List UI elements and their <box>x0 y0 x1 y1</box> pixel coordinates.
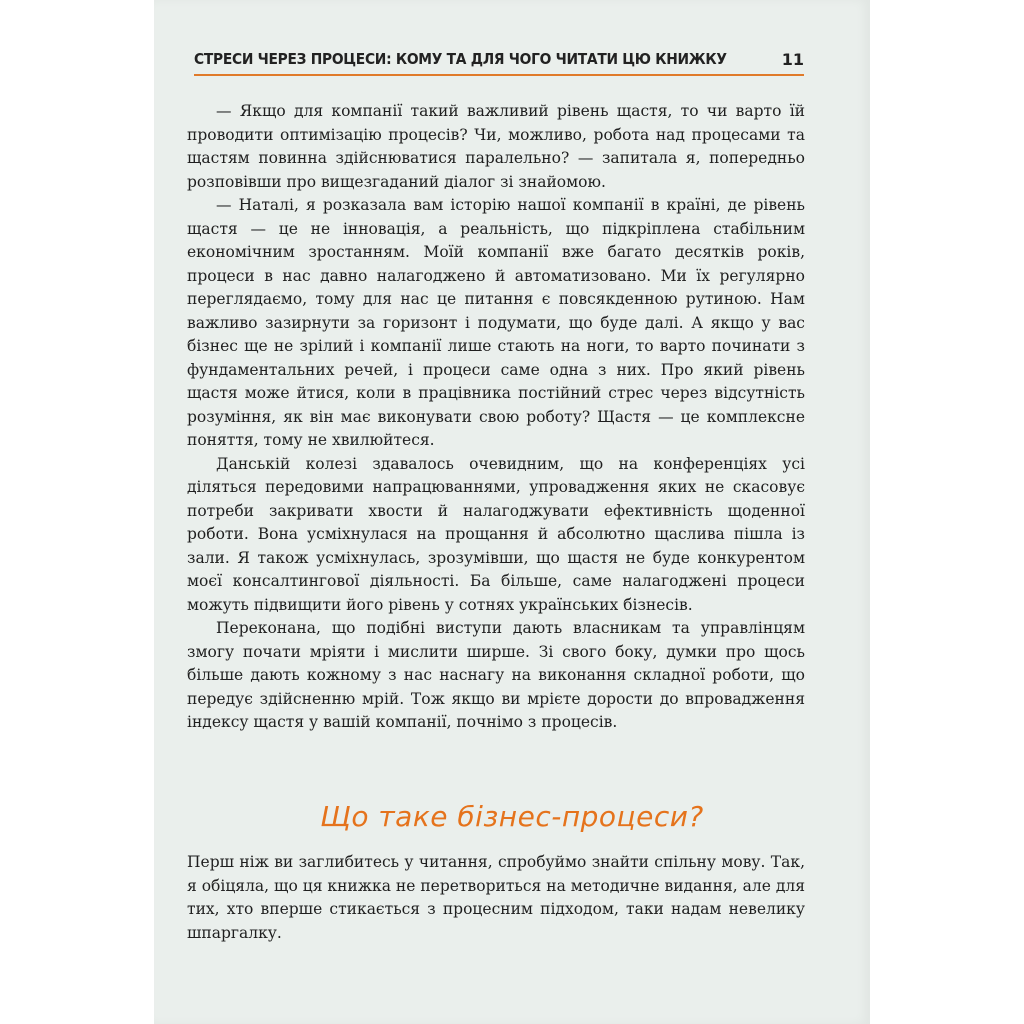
paragraph-1: — Якщо для компанії такий важливий рівень щастя, то чи варто їй проводити оптимізацію процесів? Чи, можливо, робота над процесами та щастям повинна здійснюватися паралельно? — запитала я, попередньо розповівши про вищезгаданий діалог зі знайомою. <box>187 102 805 191</box>
body-text <box>187 100 805 735</box>
running-title: СТРЕСИ ЧЕРЕЗ ПРОЦЕСИ: КОМУ ТА ДЛЯ ЧОГО ЧИТАТИ ЦЮ КНИЖКУ <box>194 50 727 68</box>
section-intro <box>187 851 805 945</box>
page-number: 11 <box>781 50 804 69</box>
running-header <box>194 48 804 76</box>
book-page <box>154 0 870 1024</box>
intro-paragraph: Перш ніж ви заглибитесь у читання, спробуймо знайти спільну мову. Так, я обіцяла, що ця книжка не перетвориться на методичне видання, але для тих, хто вперше стикається з процесним підходом, таки надам невелику шпаргалку. <box>187 853 805 942</box>
paragraph-3: Данській колезі здавалось очевидним, що на конференціях усі діляться передовими напрацюваннями, упровадження яких не скасовує потреби закривати хвости й налагоджувати ефективність щоденної роботи. Вона усміхнулася на прощання й абсолютно щаслива пішла із зали. Я також усміхнулась, зрозумівши, що щастя не буде конкурентом моєї консалтингової діяльності. Ба більше, саме налагоджені процеси можуть підвищити його рівень у сотнях українських бізнесів. <box>187 454 805 614</box>
paragraph-4: Переконана, що подібні виступи дають власникам та управлінцям змогу почати мріяти і мислити ширше. Зі свого боку, думки про щось більше дають кожному з нас наснагу на виконання складної роботи, що передує здійсненню мрій. Тож якщо ви мрієте дорости до впровадження індексу щастя у вашій компанії, почнімо з процесів. <box>187 619 805 731</box>
section-heading: Що таке бізнес-процеси? <box>320 800 704 833</box>
paragraph-2: — Наталі, я розказала вам історію нашої компанії в країні, де рівень щастя — це не інновація, а реальність, що підкріплена стабільним економічним зростанням. Моїй компанії вже багато десятків років, процеси в нас давно налагоджено й автоматизовано. Ми їх регулярно переглядаємо, тому для нас це питання є повсякденною рутиною. Нам важливо зазирнути за горизонт і подумати, що буде далі. А якщо у вас бізнес ще не зрілий і компанії лише стають на ноги, то варто починати з фундаментальних речей, і процеси саме одна з них. Про який рівень щастя може йтися, коли в працівника постійний стрес через відсутність розуміння, як він має виконувати свою роботу? Щастя — це комплексне поняття, тому не хвилюйтеся. <box>187 196 805 449</box>
